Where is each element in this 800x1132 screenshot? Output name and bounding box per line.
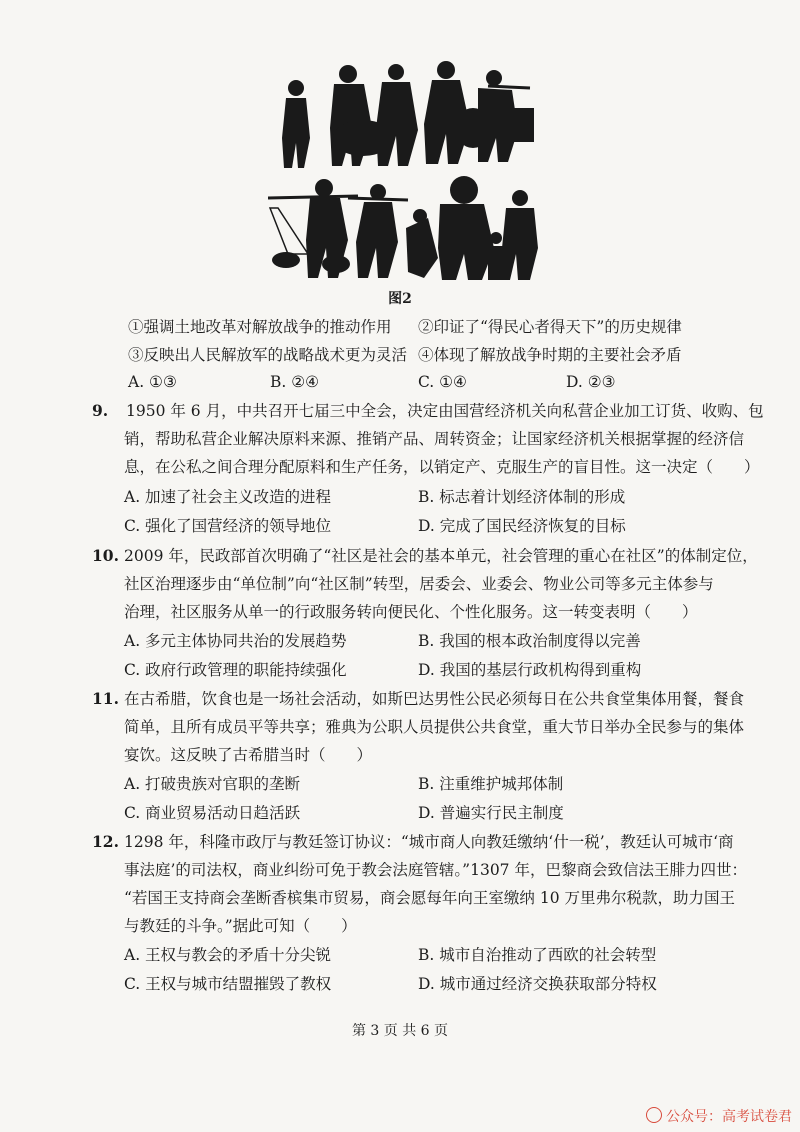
q8-option-d: D. ②③	[566, 373, 616, 391]
q8-option-c: C. ①④	[418, 373, 467, 391]
q11-stem-line-2: 简单，且所有成员平等共享；雅典为公职人员提供公共食堂，重大节日举办全民参与的集体	[124, 718, 745, 736]
q10-option-b: B. 我国的根本政治制度得以完善	[418, 632, 641, 650]
q8-option-a: A. ①③	[128, 373, 177, 391]
q8-statement-3: ③反映出人民解放军的战略战术更为灵活	[128, 346, 408, 364]
watermark	[646, 1106, 792, 1126]
q10-stem-line-3: 治理，社区服务从单一的行政服务转向便民化、个性化服务。这一转变表明（ ）	[124, 603, 698, 621]
q10-option-a: A. 多元主体协同共治的发展趋势	[124, 632, 347, 650]
q11-option-b: B. 注重维护城邦体制	[418, 775, 564, 793]
q9-stem-line-2: 销，帮助私营企业解决原料来源、推销产品、周转资金；让国家经济机关根据掌握的经济信	[124, 430, 745, 448]
q9-option-c: C. 强化了国营经济的领导地位	[124, 517, 332, 535]
q12-number: 12.	[92, 832, 119, 851]
q12-option-c: C. 王权与城市结盟摧毁了教权	[124, 975, 332, 993]
q8-statement-2: ②印证了“得民心者得天下”的历史规律	[418, 318, 682, 336]
q8-option-b: B. ②④	[270, 373, 320, 391]
q9-stem-line-3: 息，在公私之间合理分配原料和生产任务，以销定产、克服生产的盲目性。这一决定（ ）	[124, 458, 760, 476]
q9-option-d: D. 完成了国民经济恢复的目标	[418, 517, 626, 535]
q12-option-d: D. 城市通过经济交换获取部分特权	[418, 975, 657, 993]
q10-option-c: C. 政府行政管理的职能持续强化	[124, 661, 347, 679]
q9-number: 9.	[92, 401, 109, 420]
q11-option-d: D. 普遍实行民主制度	[418, 804, 564, 822]
q11-option-c: C. 商业贸易活动日趋活跃	[124, 804, 301, 822]
q9-stem-line-1: 1950 年 6 月，中共召开七届三中全会，决定由国营经济机关向私营企业加工订货、收购、包	[126, 402, 764, 420]
q11-stem-line-1: 在古希腊，饮食也是一场社会活动，如斯巴达男性公民必须每日在公共食堂集体用餐，餐食	[124, 690, 745, 708]
woodcut-illustration	[268, 58, 546, 286]
q10-option-d: D. 我国的基层行政机构得到重构	[418, 661, 642, 679]
q11-stem-line-3: 宴饮。这反映了古希腊当时（ ）	[124, 746, 373, 764]
wechat-icon	[646, 1107, 662, 1123]
q11-option-a: A. 打破贵族对官职的垄断	[124, 775, 301, 793]
q10-stem-line-1: 2009 年，民政部首次明确了“社区是社会的基本单元，社会管理的重心在社区”的体制定位，	[124, 547, 758, 565]
q9-option-b: B. 标志着计划经济体制的形成	[418, 488, 626, 506]
q12-option-b: B. 城市自治推动了西欧的社会转型	[418, 946, 657, 964]
q8-statement-4: ④体现了解放战争时期的主要社会矛盾	[418, 346, 682, 364]
page-number-footer: 第 3 页 共 6 页	[351, 1023, 449, 1039]
q12-stem-line-1: 1298 年，科隆市政厅与教廷签订协议：“城市商人向教廷缴纳‘什一税’，教廷认可城市‘商	[124, 833, 734, 851]
q8-statement-1: ①强调土地改革对解放战争的推动作用	[128, 318, 392, 336]
q11-number: 11.	[92, 689, 119, 708]
figure-caption: 图2	[388, 291, 412, 307]
q10-stem-line-2: 社区治理逐步由“单位制”向“社区制”转型，居委会、业委会、物业公司等多元主体参与	[124, 575, 714, 593]
q10-number: 10.	[92, 546, 119, 565]
q9-option-a: A. 加速了社会主义改造的进程	[124, 488, 332, 506]
watermark-text: 公众号：高考试卷君	[666, 1109, 792, 1125]
q12-stem-line-3: “若国王支持商会垄断香槟集市贸易，商会愿每年向王室缴纳 10 万里弗尔税款，助力国王	[124, 889, 736, 907]
q12-stem-line-2: 事法庭’的司法权，商业纠纷可免于教会法庭管辖。”1307 年，巴黎商会致信法王腓力四世：	[124, 861, 747, 879]
q12-stem-line-4: 与教廷的斗争。”据此可知（ ）	[124, 917, 357, 935]
q12-option-a: A. 王权与教会的矛盾十分尖锐	[124, 946, 332, 964]
